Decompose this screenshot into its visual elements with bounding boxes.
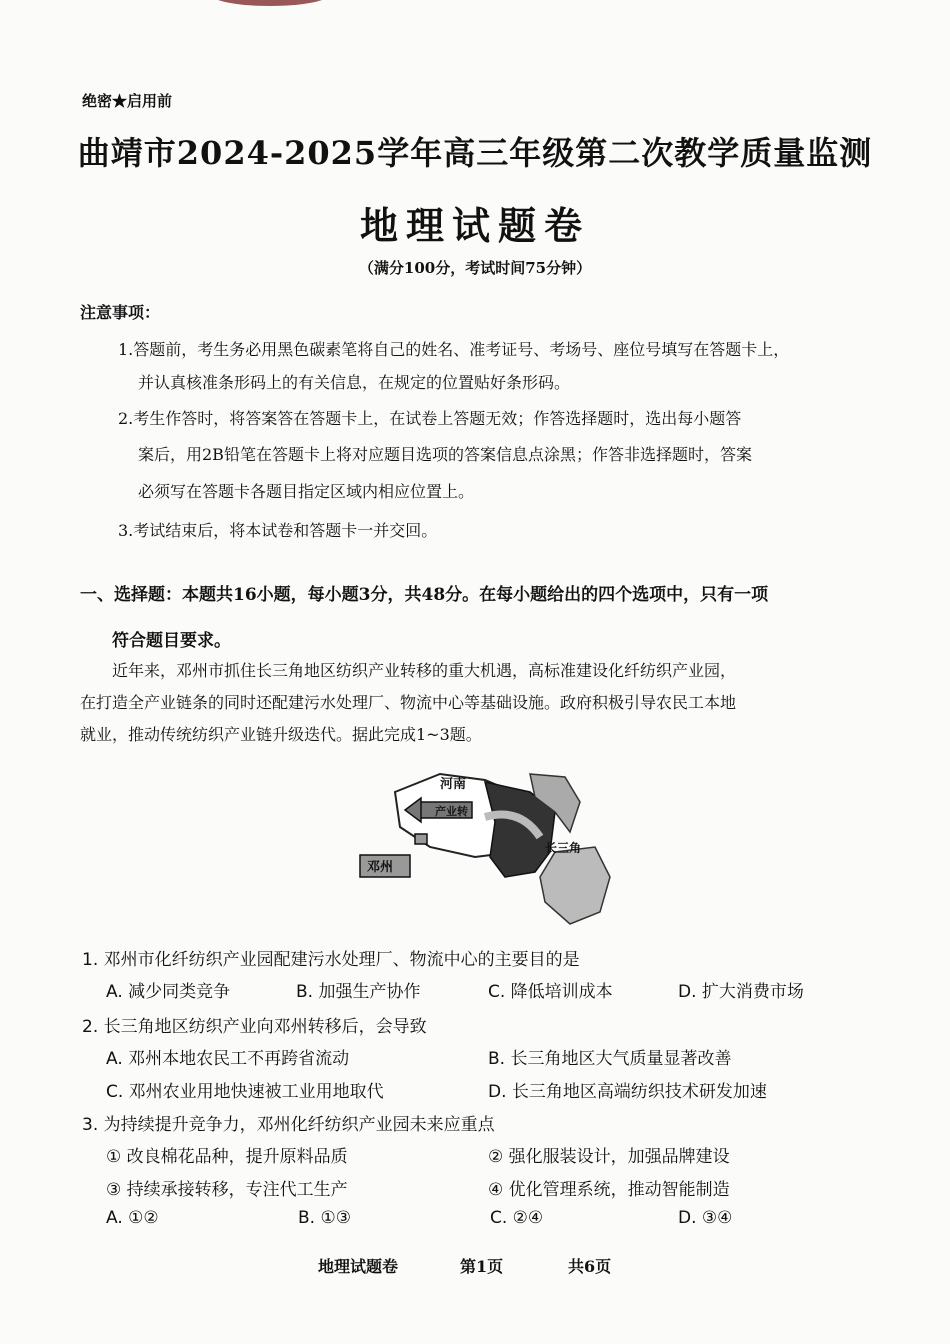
q3-item-3: ③ 持续承接转移，专注代工生产: [106, 1180, 348, 1200]
notes-line: 1.答题前，考生务必用黑色碳素笔将自己的姓名、准考证号、考场号、座位号填写在答题卡上，: [118, 340, 790, 359]
notes-line: 3.考试结束后，将本试卷和答题卡一并交回。: [118, 521, 438, 540]
industry-transfer-map: [355, 752, 625, 932]
passage-line: 在打造全产业链条的同时还配建污水处理厂、物流中心等基础设施。政府积极引导农民工本地: [80, 693, 737, 712]
passage-line: 近年来，邓州市抓住长三角地区纺织产业转移的重大机遇，高标准建设化纤纺织产业园，: [112, 661, 737, 680]
score-info: （满分100分，考试时间75分钟）: [358, 259, 592, 277]
q3-option-c[interactable]: C. ②④: [490, 1208, 544, 1228]
q2-option-d[interactable]: D. 长三角地区高端纺织技术研发加速: [488, 1082, 767, 1102]
label-dengzhou: 邓州: [367, 860, 394, 875]
label-csj: 长三角: [545, 841, 582, 855]
section-heading: 一、选择题：本题共16小题，每小题3分，共48分。在每小题给出的四个选项中，只有一项: [80, 585, 769, 605]
notes-line: 案后，用2B铅笔在答题卡上将对应题目选项的答案信息点涂黑；作答非选择题时，答案: [138, 445, 752, 464]
q2-option-c[interactable]: C. 邓州农业用地快速被工业用地取代: [106, 1082, 384, 1102]
label-arrow: 产业转: [435, 805, 468, 818]
notes-line: 必须写在答题卡各题目指定区域内相应位置上。: [138, 482, 475, 501]
q1-option-d[interactable]: D. 扩大消费市场: [678, 982, 804, 1002]
dengzhou-marker: [415, 834, 427, 844]
q2-option-b[interactable]: B. 长三角地区大气质量显著改善: [488, 1049, 732, 1069]
footer-page: 第1页: [460, 1257, 504, 1276]
q3-item-2: ② 强化服装设计，加强品牌建设: [488, 1147, 730, 1167]
subject-title: 地理试题卷: [359, 203, 590, 248]
q1-option-c[interactable]: C. 降低培训成本: [488, 982, 613, 1002]
q1-option-a[interactable]: A. 减少同类竞争: [106, 982, 231, 1002]
secret-label: 绝密★启用前: [82, 92, 173, 110]
passage-line: 就业，推动传统纺织产业链升级迭代。据此完成1~3题。: [80, 725, 482, 744]
question-3-stem: 3. 为持续提升竞争力，邓州化纤纺织产业园未来应重点: [82, 1115, 495, 1135]
label-henan: 河南: [440, 777, 467, 792]
section-heading-cont: 符合题目要求。: [112, 631, 231, 651]
footer-total: 共6页: [568, 1257, 612, 1276]
q3-option-a[interactable]: A. ①②: [106, 1208, 159, 1228]
notes-line: 并认真核准条形码上的有关信息，在规定的位置贴好条形码。: [138, 373, 571, 392]
q2-option-a[interactable]: A. 邓州本地农民工不再跨省流动: [106, 1049, 350, 1069]
q3-item-1: ① 改良棉花品种，提升原料品质: [106, 1147, 348, 1167]
question-1-stem: 1. 邓州市化纤纺织产业园配建污水处理厂、物流中心的主要目的是: [82, 950, 580, 970]
question-2-stem: 2. 长三角地区纺织产业向邓州转移后，会导致: [82, 1017, 427, 1037]
q3-item-4: ④ 优化管理系统，推动智能制造: [488, 1180, 730, 1200]
q3-option-d[interactable]: D. ③④: [678, 1208, 733, 1228]
zhejiang-region: [540, 847, 610, 924]
top-stamp-mark: [210, 0, 330, 6]
notes-line: 2.考生作答时，将答案答在答题卡上，在试卷上答题无效；作答选择题时，选出每小题答: [118, 409, 742, 428]
notes-heading: 注意事项：: [80, 303, 161, 322]
q1-option-b[interactable]: B. 加强生产协作: [296, 982, 421, 1002]
q3-option-b[interactable]: B. ①③: [298, 1208, 351, 1228]
exam-title: 曲靖市2024-2025学年高三年级第二次教学质量监测: [77, 134, 873, 172]
footer-name: 地理试题卷: [318, 1257, 399, 1276]
